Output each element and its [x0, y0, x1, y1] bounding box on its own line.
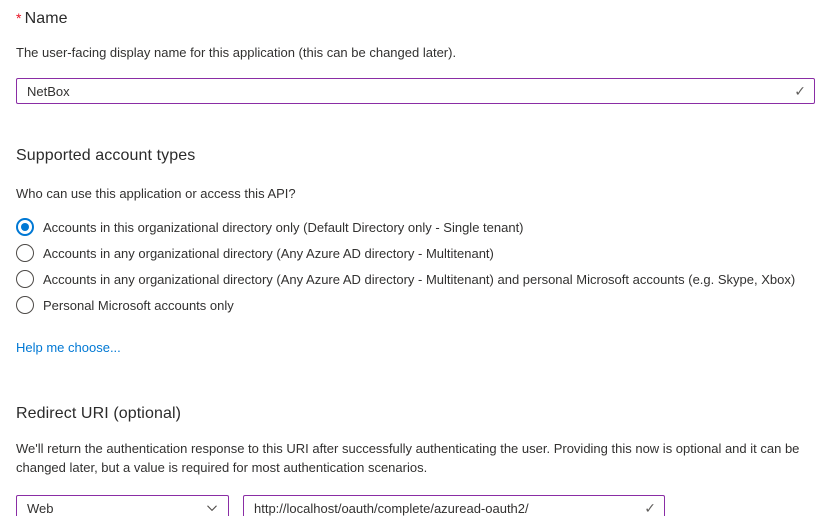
- radio-option-multitenant[interactable]: [16, 240, 815, 266]
- valid-check-icon: ✓: [794, 83, 806, 99]
- radio-option-label: Accounts in any organizational directory (Any Azure AD directory - Multitenant) and personal Microsoft accounts (e.g. Skype, Xbox): [43, 271, 796, 287]
- radio-dot: [21, 301, 29, 309]
- radio-button-icon: [16, 244, 34, 262]
- redirect-uri-row: [16, 495, 815, 516]
- redirect-uri-input[interactable]: [243, 495, 665, 516]
- help-me-choose-link[interactable]: Help me choose...: [16, 340, 121, 355]
- radio-option-single-tenant[interactable]: [16, 214, 815, 240]
- name-title-text: Name: [24, 10, 68, 27]
- platform-select[interactable]: [16, 495, 229, 516]
- redirect-uri-title: Redirect URI (optional): [16, 405, 182, 422]
- name-section: [16, 10, 815, 104]
- platform-select-value: Web: [27, 500, 54, 516]
- radio-dot: [21, 249, 29, 257]
- radio-dot: [21, 223, 29, 231]
- name-input-wrap: [16, 78, 815, 104]
- name-section-title: [16, 10, 815, 28]
- radio-dot: [21, 275, 29, 283]
- required-asterisk: *: [16, 10, 22, 26]
- account-types-title: Supported account types: [16, 147, 196, 164]
- account-type-radio-group: [16, 214, 815, 318]
- name-description: The user-facing display name for this application (this can be changed later).: [16, 45, 457, 60]
- radio-button-icon: [16, 296, 34, 314]
- radio-option-personal-only[interactable]: [16, 292, 815, 318]
- radio-option-label: Personal Microsoft accounts only: [43, 297, 234, 313]
- radio-option-multitenant-personal[interactable]: [16, 266, 815, 292]
- radio-button-icon: [16, 218, 34, 236]
- account-types-question: Who can use this application or access this API?: [16, 186, 296, 201]
- redirect-uri-section: [16, 405, 815, 516]
- redirect-uri-input-wrap: [243, 495, 665, 516]
- valid-check-icon: ✓: [644, 500, 656, 516]
- radio-option-label: Accounts in this organizational directory only (Default Directory only - Single tenant): [43, 219, 524, 235]
- redirect-uri-description: We'll return the authentication response to this URI after successfully authenticating the user. Providing this now is optional and it can be changed later, but a value is required for most authentication scenarios.: [16, 441, 800, 475]
- radio-button-icon: [16, 270, 34, 288]
- supported-account-types-section: [16, 147, 815, 357]
- radio-option-label: Accounts in any organizational directory (Any Azure AD directory - Multitenant): [43, 245, 494, 261]
- chevron-down-icon: [205, 501, 219, 515]
- name-input[interactable]: [16, 78, 815, 104]
